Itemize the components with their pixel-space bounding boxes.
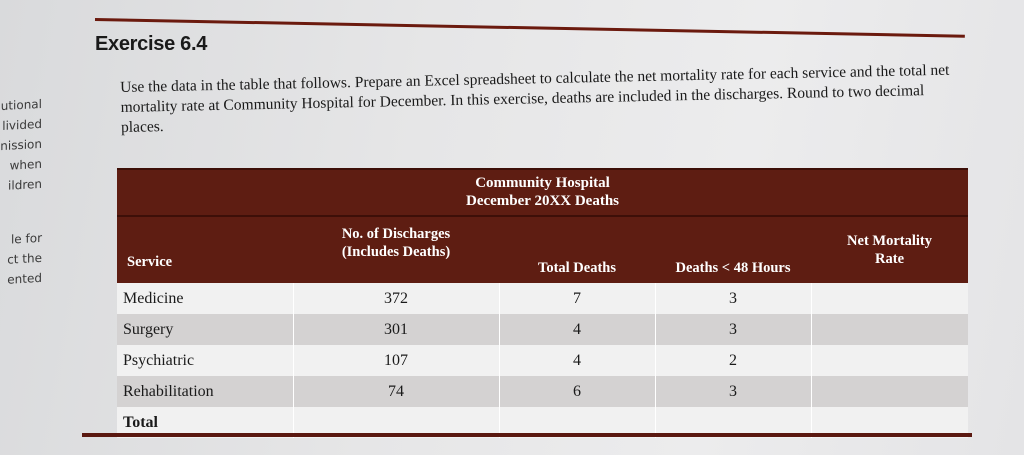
cell-net-rate bbox=[811, 314, 968, 345]
margin-fragment: when bbox=[9, 156, 42, 173]
cell-total-deaths: 4 bbox=[499, 345, 655, 376]
header-net-rate-line2: Rate bbox=[875, 251, 905, 267]
margin-fragment: nission bbox=[0, 136, 42, 154]
cell-service: Rehabilitation bbox=[117, 376, 293, 407]
header-deaths-48: Deaths < 48 Hours bbox=[655, 216, 811, 283]
deaths-table bbox=[117, 168, 968, 438]
cell-net-rate bbox=[811, 283, 968, 314]
table-row bbox=[117, 314, 968, 345]
margin-fragment: ct the bbox=[7, 250, 42, 267]
table-row bbox=[117, 376, 968, 407]
cell-total-label: Total bbox=[117, 407, 293, 438]
table-title-line2: December 20XX Deaths bbox=[466, 193, 620, 209]
header-discharges-line1: No. of Discharges bbox=[341, 226, 451, 242]
cell-total-deaths: 7 bbox=[499, 283, 655, 314]
top-divider-rule bbox=[95, 18, 965, 38]
header-discharges bbox=[293, 216, 499, 283]
bottom-divider-rule bbox=[82, 433, 972, 437]
table-row bbox=[117, 345, 968, 376]
cell-deaths-48: 3 bbox=[655, 283, 811, 314]
table-title-line1: Community Hospital bbox=[475, 175, 610, 191]
cell-total-deaths: 4 bbox=[499, 314, 655, 345]
table-title bbox=[117, 169, 968, 214]
cell-discharges: 301 bbox=[293, 314, 499, 345]
header-total-deaths: Total Deaths bbox=[499, 216, 655, 283]
table-row bbox=[117, 283, 968, 314]
margin-fragment: livided bbox=[2, 116, 42, 133]
cell-discharges: 107 bbox=[293, 345, 499, 376]
exercise-title: Exercise 6.4 bbox=[95, 33, 208, 55]
cell-service: Surgery bbox=[117, 314, 293, 345]
cell-discharges: 372 bbox=[293, 283, 499, 314]
cell-deaths-48: 3 bbox=[655, 314, 811, 345]
cell-discharges: 74 bbox=[293, 376, 499, 407]
header-discharges-line2: (Includes Deaths) bbox=[341, 244, 451, 260]
left-margin-fragments bbox=[0, 94, 42, 290]
margin-fragment: le for bbox=[10, 230, 42, 247]
cell-net-rate bbox=[811, 345, 968, 376]
header-net-rate-line1: Net Mortality bbox=[847, 233, 932, 249]
header-net-rate bbox=[811, 216, 968, 283]
exercise-instructions: Use the data in the table that follows. Prepare an Excel spreadsheet to calculate the net mortality rate for each service and the total net mortality rate at Community Hospital for December. In this exercise, deaths are included in the discharges. Round to two decimal places. bbox=[120, 61, 950, 136]
cell-deaths-48: 2 bbox=[655, 345, 811, 376]
cell-service: Psychiatric bbox=[117, 345, 293, 376]
cell-service: Medicine bbox=[117, 283, 293, 314]
header-service: Service bbox=[117, 216, 293, 283]
margin-fragment: utional bbox=[0, 96, 42, 114]
cell-deaths-48: 3 bbox=[655, 376, 811, 407]
margin-fragment: ildren bbox=[8, 176, 42, 193]
cell-net-rate bbox=[811, 376, 968, 407]
cell-total-deaths: 6 bbox=[499, 376, 655, 407]
margin-fragment: ented bbox=[7, 270, 42, 287]
